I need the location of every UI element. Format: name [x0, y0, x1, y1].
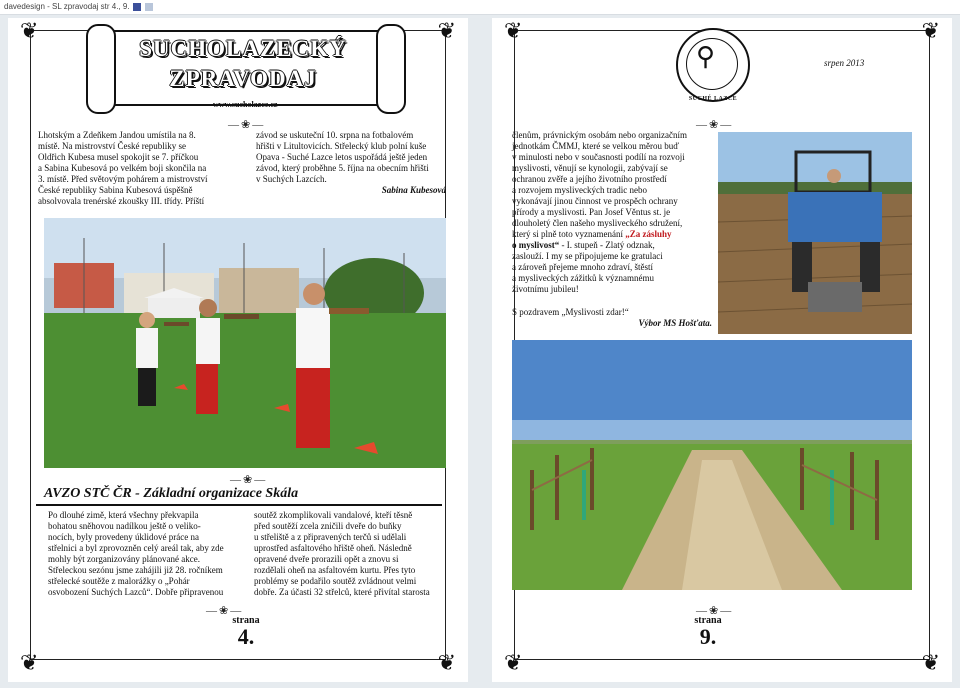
- text-line-wrapper: [512, 163, 712, 174]
- page-label: strana: [694, 615, 722, 626]
- photo-crossbow-shooters: [44, 218, 446, 468]
- text-line-wrapper: [38, 152, 238, 163]
- text-line-wrapper: [256, 174, 446, 185]
- page-number-block: [208, 615, 284, 649]
- text-line-wrapper: [512, 229, 712, 240]
- ornament-corner-icon: ❦: [921, 18, 940, 43]
- masthead-banner: [108, 30, 378, 106]
- text-line: soutěž zkomplikovali vandalové, kteří těsně: [254, 510, 413, 520]
- text-line: - I. stupeň - Zlatý odznak,: [559, 240, 655, 250]
- text-line: 3. místě. Před světovým pohárem a mistrovství: [38, 174, 208, 184]
- text-line-wrapper: [512, 284, 712, 295]
- divider-ornament-icon: —❀—: [228, 119, 266, 131]
- text-line: bohatou sněhovou nadílkou ještě o veliko-: [48, 521, 201, 531]
- text-line: absolvovala trenérské zkoušky III. třídy. Příští: [38, 196, 205, 206]
- text-line-wrapper: [256, 163, 446, 174]
- ornament-corner-icon: ❦: [20, 18, 39, 43]
- text-line: přírody a myslivosti. Pan Josef Věntus st. je: [512, 207, 671, 217]
- photo-field-path: [512, 340, 912, 590]
- text-line: závod, který proběhne 5. října na obecním hřišti: [256, 163, 429, 173]
- divider-ornament-icon: —❀—: [230, 474, 268, 486]
- text-line-wrapper: [512, 218, 712, 229]
- text-line-wrapper: [38, 130, 238, 141]
- text-line-wrapper: [512, 174, 712, 185]
- text-line: dobře. Za účasti 32 střelců, které přivítal starosta: [254, 587, 430, 597]
- text-line-wrapper: [254, 587, 452, 598]
- text-line: Opava - Suché Lazce letos uspořádá ještě jeden: [256, 152, 428, 162]
- article-column-4: [254, 510, 452, 598]
- text-line: České republiky Sabina Kubesová úspěšně: [38, 185, 193, 195]
- text-line-wrapper: [254, 521, 452, 532]
- ornament-corner-icon: ❦: [504, 650, 523, 675]
- text-line-wrapper: [512, 251, 712, 262]
- masthead-subtitle: ZPRAVODAJ: [169, 66, 317, 91]
- text-line-wrapper: [256, 152, 446, 163]
- text-line-wrapper: [256, 141, 446, 152]
- text-line-wrapper: [38, 196, 238, 207]
- text-line: Po dlouhé zimě, která všechny překvapila: [48, 510, 199, 520]
- scroll-ornament-icon: [376, 24, 406, 114]
- text-line: ochranou zvěře a jejího životního prostředí: [512, 174, 667, 184]
- award-name: o myslivost“: [512, 240, 560, 250]
- section-heading: [36, 484, 442, 506]
- text-line: životnímu jubileu!: [512, 284, 579, 294]
- text-line: členům, právnickým osobám nebo organizačním: [512, 130, 688, 140]
- text-line: a rozvojem mysliveckých tradic nebo: [512, 185, 647, 195]
- text-line: mohly být zorganizovány plánované akce.: [48, 554, 201, 564]
- text-line-wrapper: [512, 307, 712, 318]
- text-line-wrapper: [254, 543, 452, 554]
- issue-date: srpen 2013: [824, 58, 865, 68]
- text-line: nocích, byly provedeny úklidové práce na: [48, 532, 199, 542]
- ornament-corner-icon: ❦: [437, 18, 456, 43]
- text-line: problémy se podařilo soutěž zvládnout velmi: [254, 576, 417, 586]
- text-line: Oldřich Kubesa musel spokojit se 7. příčkou: [38, 152, 199, 162]
- text-line: který si plně toto vyznamenání: [512, 229, 623, 239]
- photo-tractor-field: [718, 132, 912, 334]
- text-line-wrapper: [38, 174, 238, 185]
- text-line: před soutěží zcela zničili dveře do buňky: [254, 521, 402, 531]
- top-bar: [0, 0, 960, 15]
- text-line: a Sabina Kubesová po velkém boji skončila na: [38, 163, 207, 173]
- page-label: strana: [232, 615, 260, 626]
- article-column-5: [512, 130, 712, 329]
- text-line: místě. Na mistrovství České republiky se: [38, 141, 186, 151]
- divider-ornament-icon: —❀—: [206, 605, 244, 617]
- text-line: rozdělali oheň na asfaltovém kurtu. Přes tyto: [254, 565, 416, 575]
- section-title: AVZO STČ ČR - Základní organizace Skála: [44, 486, 299, 501]
- page-number: 9.: [699, 624, 717, 649]
- text-line-wrapper: [254, 576, 452, 587]
- ornament-corner-icon: ❦: [504, 18, 523, 43]
- text-line: v minulosti nebo v současnosti podílí na rozvoji: [512, 152, 685, 162]
- ornament-corner-icon: ❦: [20, 650, 39, 675]
- text-line: vykonávají jinou činnost ve prospěch ochrany: [512, 196, 678, 206]
- text-line-wrapper: [512, 262, 712, 273]
- village-emblem: [676, 28, 750, 102]
- text-line-wrapper: [48, 521, 248, 532]
- page-number: 4.: [237, 624, 255, 649]
- color-swatch-icon: [133, 3, 141, 11]
- emblem-text: SUCHÉ LAZCE: [688, 96, 738, 102]
- text-line-wrapper: [48, 532, 248, 543]
- text-line: hřišti v Litultovicích. Střelecký klub polní kuše: [256, 141, 427, 151]
- text-line-wrapper: [512, 152, 712, 163]
- text-line: myslivosti, věnují se kynologii, zabývají se: [512, 163, 668, 173]
- text-line-wrapper: [254, 510, 452, 521]
- text-line: dlouholetý člen našeho mysliveckého sdružení,: [512, 218, 683, 228]
- text-line: a mysliveckých zážitků k významnému: [512, 273, 654, 283]
- text-line-wrapper: [48, 587, 248, 598]
- text-line-wrapper: [512, 273, 712, 284]
- article-author: Výbor MS Hošťata.: [638, 318, 712, 328]
- text-line: střelecké soutěže z malorážky o „Pohár: [48, 576, 190, 586]
- text-line-wrapper: [254, 532, 452, 543]
- text-line-wrapper: [254, 565, 452, 576]
- document-label: davedesign - SL zpravodaj str 4., 9.: [4, 2, 130, 11]
- text-line-wrapper: [512, 130, 712, 141]
- text-line-wrapper: [512, 185, 712, 196]
- text-line-wrapper: [48, 554, 248, 565]
- greeting: S pozdravem „Myslivosti zdar!“: [512, 307, 629, 317]
- text-line: Střeleckou sezónu jsme zahájili již 28. ročníkem: [48, 565, 223, 575]
- page-left: [8, 18, 468, 682]
- text-line-wrapper: [48, 510, 248, 521]
- text-line: zaslouží. I my se připojujeme ke gratulaci: [512, 251, 663, 261]
- article-column-3: [48, 510, 248, 598]
- text-line-wrapper: [512, 240, 712, 251]
- text-line-wrapper: [38, 163, 238, 174]
- text-line-wrapper: [38, 185, 238, 196]
- text-line-wrapper: [512, 196, 712, 207]
- text-line: osvobození Suchých Lazců“. Dobře připravenou: [48, 587, 224, 597]
- text-line: v Suchých Lazcích.: [256, 174, 327, 184]
- text-line: u střeliště a z připravených terčů si udělali: [254, 532, 407, 542]
- ornament-corner-icon: ❦: [921, 650, 940, 675]
- text-line: závod se uskuteční 10. srpna na fotbalovém: [256, 130, 414, 140]
- divider-ornament-icon: —❀—: [696, 119, 734, 131]
- page-number-block: [670, 615, 746, 649]
- text-line-wrapper: [38, 141, 238, 152]
- text-line-wrapper: [48, 576, 248, 587]
- text-line: Lhotským a Zdeňkem Jandou umístila na 8.: [38, 130, 196, 140]
- website-url: www.sucholazce.cz: [213, 100, 278, 109]
- text-line: a zároveň přejeme mnoho zdraví, štěstí: [512, 262, 653, 272]
- text-line-wrapper: [512, 207, 712, 218]
- article-column-2: [256, 130, 446, 196]
- color-swatch-icon: [145, 3, 153, 11]
- stork-icon: ⚲: [696, 42, 716, 71]
- text-line-wrapper: [256, 130, 446, 141]
- page-right: [492, 18, 952, 682]
- ornament-corner-icon: ❦: [437, 650, 456, 675]
- article-column-1: [38, 130, 238, 207]
- text-line: střelnici a byl zprovozněn celý areál tak, aby zde: [48, 543, 224, 553]
- masthead-title: SUCHOLAZECKÝ: [139, 36, 347, 61]
- text-line-wrapper: [254, 554, 452, 565]
- award-name: „Za zásluhy: [625, 229, 672, 239]
- text-line: uprostřed asfaltového hřiště oheň. Následně: [254, 543, 412, 553]
- text-line-wrapper: [48, 565, 248, 576]
- text-line-wrapper: [48, 543, 248, 554]
- text-line: opravené dveře prorazili opět a znovu si: [254, 554, 399, 564]
- article-author: Sabina Kubesová: [381, 185, 446, 195]
- text-line: jednotkám ČMMJ, které se velkou měrou buď: [512, 141, 680, 151]
- divider-ornament-icon: —❀—: [696, 605, 734, 617]
- text-line-wrapper: [512, 141, 712, 152]
- scroll-ornament-icon: [86, 24, 116, 114]
